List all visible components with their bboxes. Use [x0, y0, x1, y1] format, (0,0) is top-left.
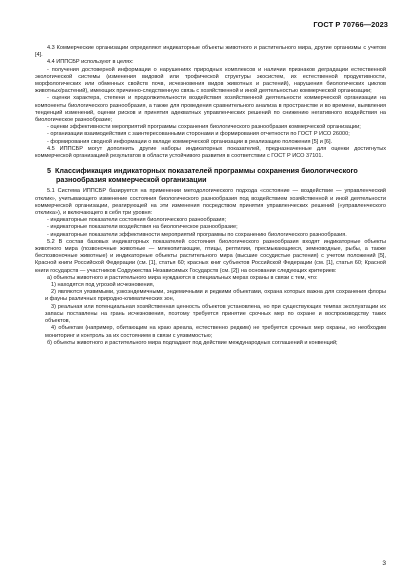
paragraph-5-1: 5.1 Система ИППСБР базируется на применении методологического подхода «состояние — воздействие — управленческий отклик», учитывающего изменение состояния биологического разнообразия под воздействием хозяйственной и иной деятельности коммерческой организации, реагирующей на эти изменения посредством принятия управленческих решений («управленческого отклика»), и включающего в себя три уровня: [35, 188, 386, 217]
list-item-4-4-c: - оценки эффективности мероприятий программы сохранения биологического разнообразия коммерческой организации; [47, 124, 361, 131]
section-heading [35, 167, 386, 184]
document-header: ГОСТ Р 70766—2023 [313, 20, 388, 29]
paragraph-5-2: 5.2 В состав базовых индикаторных показателей состояния биологического разнообразия входят индикаторные объекты животного мира (позвоночные животные — млекопитающие, птицы, рептилии, пресмыкающиеся, земноводные, рыбы, а также беспозвоночные животные) и индикаторные объекты растительного мира (высшие сосудистые растения) с учетом положений [5], Красной книги Российской Федерации (см. [1], статья 60; красных книг субъектов Российской Федерации (см. [1], статья 60; Красной книги государств — участников Содружества Независимых Государств (см. [2]) на основании следующих критериев: [35, 238, 386, 274]
paragraph-4-5: 4.5 ИППСБР могут дополнить другие наборы индикаторных показателей, предназначенные для оценки достигнутых коммерческой организацией результатов в области устойчивого развития в соответствии с ГОСТ Р ИСО 37101. [35, 145, 386, 160]
list-item-5-2-a3: 3) реальная или потенциальная хозяйственная ценность объектов установлена, но при существующих темпах эксплуатации их запасы поставлены на грань исчезновения, поэтому требуется принятие срочных мер по охране и воспроизводству таких объектов, [45, 303, 386, 325]
list-item-5-2-a4: 4) объектам (например, обитающим на краю ареала, естественно редким) не требуется срочных мер охраны, но необходим мониторинг и контроль за их состоянием в связи с уязвимостью; [45, 325, 386, 339]
paragraph-4-3: 4.3 Коммерческие организации определяют индикаторные объекты животного и растительного мира, другие организмы с учетом [4]. [35, 45, 386, 59]
list-item-4-4-d: - организации взаимодействия с заинтересованными сторонами и формирования отчетности по ГОСТ Р ИСО 26000; [47, 131, 350, 138]
list-item-5-2-b: б) объекты животного и растительного мира подпадают под действие международных соглашений и конвенций; [47, 339, 338, 346]
document-body [35, 45, 386, 347]
page-number: 3 [382, 560, 386, 567]
list-item-4-4-b: - оценки характера, степени и продолжительности воздействия хозяйственной деятельности коммерческой организации на компоненты биологического разнообразия, а также для проведения сравнительного анализа в пространстве и во времени, выявления тенденций изменений, оценки рисков и принятия адекватных управленческих решений по снижению негативного воздействия на биологическое разнообразие; [35, 95, 386, 124]
paragraph-4-4: 4.4 ИППСБР используют в целях: [47, 59, 134, 66]
list-item-5-1-b: - индикаторные показатели воздействия на биологическое разнообразие; [47, 224, 238, 231]
section-number: 5 [47, 166, 51, 176]
list-item-5-2-a1: 1) находятся под угрозой исчезновения, [51, 282, 155, 289]
section-title: Классификация индикаторных показателей программы сохранения биологического разнообразия коммерческой организации [55, 166, 358, 184]
list-item-4-4-a: - получения достоверной информации о нарушениях природных комплексов и наличии признаков деградации естественной экологической системы (изменения видовой или трофической структуры экосистем, их естественной продуктивности, морфологических или обменных свойств почв, исчезновения видов животных и растений), нарушения биологических циклов животных/растений), имеющих причинно-следственную связь с хозяйственной и иной деятельностью коммерческой организации; [35, 66, 386, 95]
list-item-5-2-a2: 2) являются уязвимыми, узкоэндемичными, эндемичными и редкими объектами, охрана которых важна для сохранения флоры и фауны различных природно-климатических зон, [45, 289, 386, 303]
list-item-5-2-a: а) объекты животного и растительного мира нуждаются в специальных мерах охраны в связи с тем, что: [47, 274, 318, 281]
list-item-5-1-c: - индикаторные показатели эффективности мероприятий программы по сохранению биологического разнообразия. [47, 231, 347, 238]
list-item-5-1-a: - индикаторные показатели состояния биологического разнообразия; [47, 217, 227, 224]
list-item-4-4-e: - формирования сводной информации о вкладе коммерческой организации в реализацию положения [5] и [6]. [47, 138, 333, 145]
